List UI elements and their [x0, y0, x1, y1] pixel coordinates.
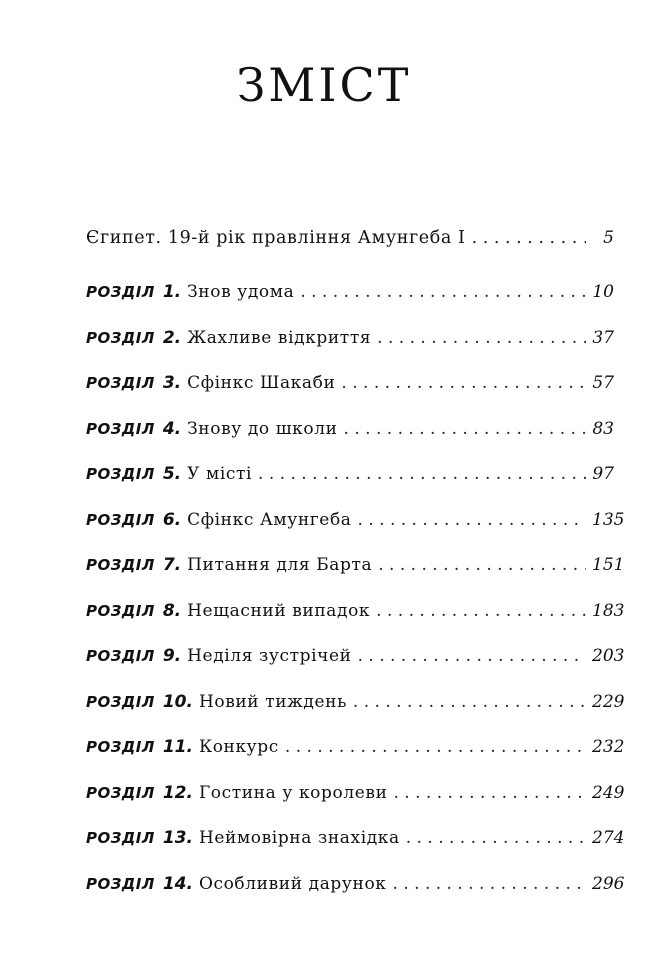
toc-entry-title: Неймовірна знахідка — [198, 828, 400, 848]
toc-entry-page: 10 — [592, 282, 614, 302]
toc-entry-title: У місті — [187, 464, 253, 484]
chapter-label: РОЗДІЛ — [86, 283, 155, 301]
dot-leader — [376, 601, 586, 621]
chapter-label: РОЗДІЛ — [86, 874, 155, 893]
dot-leader — [393, 874, 586, 894]
toc-entry-page: 249 — [592, 782, 625, 803]
toc-entry-page: 97 — [592, 464, 614, 484]
toc-entry-chapter — [86, 782, 625, 829]
chapter-label: РОЗДІЛ — [86, 783, 155, 802]
dot-leader — [472, 228, 586, 248]
dot-leader — [344, 419, 586, 439]
toc-entry-page: 232 — [592, 737, 625, 757]
chapter-heading — [86, 373, 181, 393]
dot-leader — [258, 464, 586, 484]
chapter-label: РОЗДІЛ — [86, 738, 155, 756]
chapter-heading — [86, 692, 193, 712]
toc-entry-title: Жахливе відкриття — [187, 327, 372, 348]
toc-entry-chapter — [86, 691, 625, 738]
toc-entry-chapter — [86, 646, 625, 692]
chapter-label: РОЗДІЛ — [86, 556, 155, 574]
toc-entry-page: 203 — [592, 646, 625, 666]
chapter-heading — [86, 601, 181, 621]
chapter-number: 2. — [162, 327, 182, 348]
toc-entry-page: 151 — [592, 555, 625, 575]
dot-leader — [300, 282, 586, 302]
toc-entry-page: 5 — [603, 228, 614, 248]
chapter-label: РОЗДІЛ — [86, 692, 155, 711]
toc-entry-title: Сфінкс Амунгеба — [187, 509, 352, 530]
toc-entry-chapter — [86, 509, 625, 556]
chapter-label: РОЗДІЛ — [86, 601, 155, 620]
chapter-number: 14. — [162, 873, 193, 894]
toc-entry-page: 37 — [592, 327, 614, 348]
dot-leader — [358, 510, 586, 530]
chapter-number: 11. — [162, 737, 193, 757]
chapter-label: РОЗДІЛ — [86, 647, 155, 665]
toc-entry-title: Гостина у королеви — [198, 782, 388, 803]
chapter-label: РОЗДІЛ — [86, 510, 155, 529]
toc-entry-chapter — [86, 737, 625, 783]
toc-entry-title: Конкурс — [198, 737, 279, 757]
chapter-heading — [86, 464, 181, 484]
chapter-heading — [86, 646, 181, 666]
chapter-label: РОЗДІЛ — [86, 374, 155, 392]
chapter-label: РОЗДІЛ — [86, 829, 155, 847]
toc-entry-title: Знов удома — [187, 282, 295, 302]
toc-entry-chapter — [86, 419, 614, 465]
dot-leader — [394, 783, 587, 803]
chapter-number: 8. — [162, 600, 182, 621]
toc-entry-chapter — [86, 328, 614, 374]
dot-leader — [378, 555, 586, 575]
toc-entry-page: 183 — [592, 600, 625, 621]
chapter-number: 12. — [162, 782, 193, 803]
toc-entry-prologue — [86, 228, 614, 282]
chapter-heading — [86, 737, 193, 757]
toc-entry-page: 135 — [592, 509, 625, 530]
toc-entry-chapter — [86, 873, 625, 920]
page-title: ЗМІСТ — [236, 58, 412, 112]
chapter-heading — [86, 510, 181, 530]
toc-entry-chapter — [86, 282, 614, 328]
toc-entry-chapter — [86, 464, 614, 510]
toc-entry-chapter — [86, 828, 625, 874]
toc-entry-title: Знову до школи — [187, 418, 338, 439]
chapter-label: РОЗДІЛ — [86, 419, 155, 438]
chapter-heading — [86, 328, 181, 348]
chapter-heading — [86, 828, 193, 848]
chapter-heading — [86, 282, 181, 302]
chapter-label: РОЗДІЛ — [86, 465, 155, 483]
chapter-heading — [86, 783, 193, 803]
toc-entry-page: 274 — [592, 828, 625, 848]
chapter-number: 13. — [162, 828, 193, 848]
chapter-number: 6. — [162, 509, 182, 530]
chapter-number: 3. — [162, 373, 182, 393]
toc-entry-chapter — [86, 555, 625, 601]
dot-leader — [377, 328, 586, 348]
chapter-number: 5. — [162, 464, 182, 484]
chapter-number: 9. — [162, 646, 182, 666]
chapter-heading — [86, 419, 181, 439]
toc-entry-title: Сфінкс Шакаби — [187, 373, 336, 393]
toc-entry-chapter — [86, 373, 614, 419]
toc-entry-title: Новий тиждень — [198, 691, 347, 712]
chapter-number: 1. — [162, 282, 182, 302]
chapter-heading — [86, 555, 181, 575]
toc-entry-title: Неділя зустрічей — [187, 646, 352, 666]
chapter-number: 10. — [162, 691, 193, 712]
toc-entry-title: Єгипет. 19-й рік правління Амунгеба І — [86, 228, 466, 248]
toc-entry-title: Нещасний випадок — [187, 600, 371, 621]
chapter-number: 4. — [162, 418, 182, 439]
dot-leader — [358, 646, 586, 666]
dot-leader — [285, 737, 586, 757]
dot-leader — [406, 828, 586, 848]
dot-leader — [353, 692, 586, 712]
table-of-contents — [86, 228, 625, 919]
toc-entry-page: 229 — [592, 691, 625, 712]
chapter-label: РОЗДІЛ — [86, 328, 155, 347]
toc-entry-title: Питання для Барта — [187, 555, 373, 575]
toc-entry-title: Особливий дарунок — [198, 873, 387, 894]
toc-entry-page: 296 — [592, 873, 625, 894]
toc-entry-page: 57 — [592, 373, 614, 393]
toc-entry-chapter — [86, 600, 625, 647]
chapter-heading — [86, 874, 193, 894]
chapter-number: 7. — [162, 555, 182, 575]
dot-leader — [341, 373, 586, 393]
toc-entry-page: 83 — [592, 418, 614, 439]
